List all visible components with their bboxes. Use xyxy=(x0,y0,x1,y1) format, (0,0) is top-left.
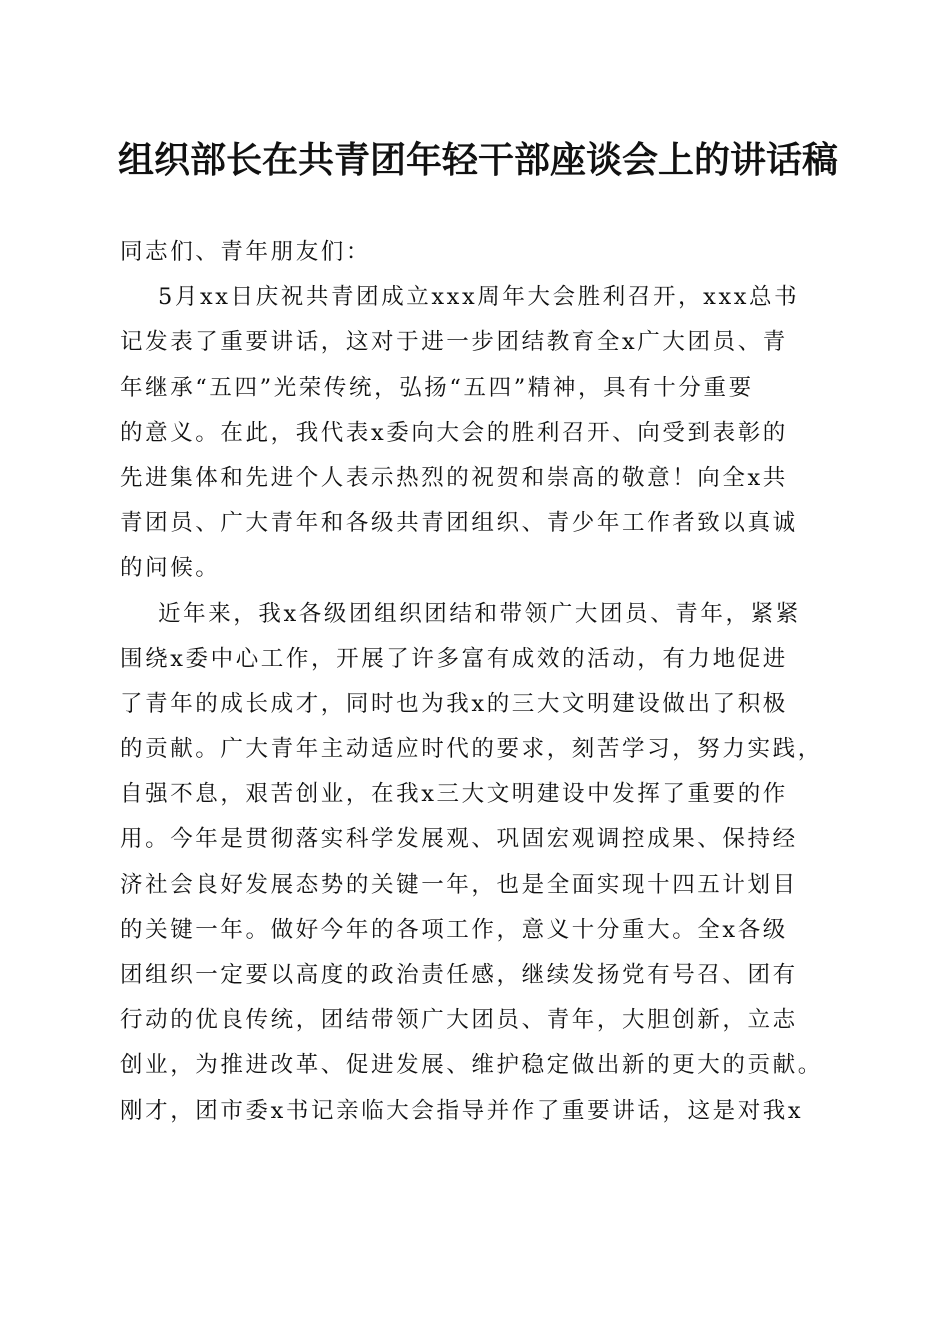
body-line: 记发表了重要讲话，这对于进一步团结教育全x广大团员、青 xyxy=(120,329,788,356)
body-line: 的贡献。广大青年主动适应时代的要求，刻苦学习，努力实践， xyxy=(120,736,823,763)
body-line: 团组织一定要以高度的政治责任感，继续发扬党有号召、团有 xyxy=(120,962,798,988)
body-line: 自强不息，艰苦创业，在我x三大文明建设中发挥了重要的作 xyxy=(120,781,788,808)
body-line: 创业，为推进改革、促进发展、维护稳定做出新的更大的贡献。 xyxy=(120,1052,823,1079)
body-line: 济社会良好发展态势的关键一年，也是全面实现十四五计划目 xyxy=(120,871,798,898)
body-line: 的关键一年。做好今年的各项工作，意义十分重大。全x各级 xyxy=(120,916,788,943)
body-line: 的问候。 xyxy=(120,555,221,582)
body-line: 围绕x委中心工作，开展了许多富有成效的活动，有力地促进 xyxy=(120,645,788,672)
document-title: 组织部长在共青团年轻干部座谈会上的讲话稿 xyxy=(118,139,839,181)
body-line: 年继承“五四”光荣传统，弘扬“五四”精神，具有十分重要 xyxy=(120,374,754,401)
body-line: 了青年的成长成才，同时也为我x的三大文明建设做出了积极 xyxy=(120,690,788,717)
salutation: 同志们、青年朋友们： xyxy=(120,239,372,265)
body-line: 5月xx日庆祝共青团成立xxx周年大会胜利召开，xxx总书 xyxy=(158,284,800,311)
body-line: 先进集体和先进个人表示热烈的祝贺和崇高的敬意！向全x共 xyxy=(120,464,788,491)
body-line: 青团员、广大青年和各级共青团组织、青少年工作者致以真诚 xyxy=(120,510,798,537)
document-body xyxy=(120,230,840,1134)
body-line: 行动的优良传统，团结带领广大团员、青年，大胆创新，立志 xyxy=(120,1007,798,1034)
body-line: 近年来，我x各级团组织团结和带领广大团员、青年，紧紧 xyxy=(158,600,801,627)
body-line: 用。今年是贯彻落实科学发展观、巩固宏观调控成果、保持经 xyxy=(120,826,798,853)
body-line: 的意义。在此，我代表x委向大会的胜利召开、向受到表彰的 xyxy=(120,419,788,446)
body-line: 刚才，团市委x书记亲临大会指导并作了重要讲话，这是对我x xyxy=(120,1097,804,1124)
